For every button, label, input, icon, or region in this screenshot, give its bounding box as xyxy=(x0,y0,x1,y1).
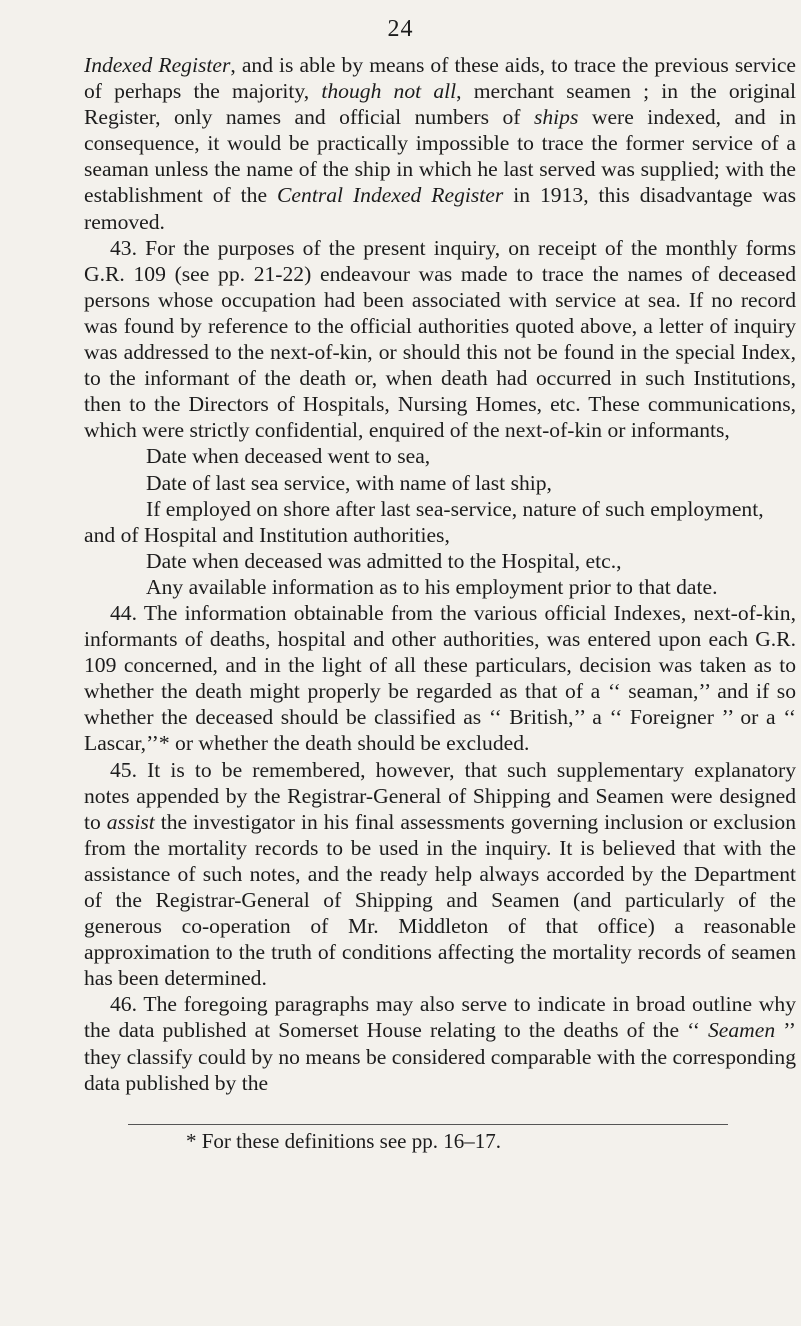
paragraph: 45. It is to be remembered, however, that such supplementary explanatory notes appended by the Registrar-General of Shipping and Seamen were designed to assist the investigator in his final assessments governing inclusion or exclusion from the mortality records to be used in the inquiry. It is believed that with the assistance of such notes, and the ready help always accorded by the Department of the Registrar-General of Shipping and Seamen (and particularly of the generous co-operation of Mr. Middleton of that office) a reasonable approximation to the truth of conditions affecting the mortality records of seamen has been determined. xyxy=(84,757,796,991)
list-item: Date of last sea service, with name of last ship, xyxy=(146,470,552,495)
list-item: Date when deceased went to sea, xyxy=(146,444,431,469)
page-number: 24 xyxy=(387,16,414,42)
footnote-divider xyxy=(128,1124,728,1125)
paragraph: 46. The foregoing paragraphs may also serve to indicate in broad outline why the data published at Somerset House relating to the deaths of the ‘‘ Seamen ’’ they classify could by no means be considered comparable with the corresponding data published by the xyxy=(84,992,797,1095)
footnote: * For these definitions see pp. 16–17. xyxy=(186,1129,501,1153)
list-item: Any available information as to his employment prior to that date. xyxy=(146,574,718,599)
paragraph: 43. For the purposes of the present inquiry, on receipt of the monthly forms G.R. 109 (see pp. 21-22) endeavour was made to trace the names of deceased persons whose occupation had been associated with service at sea. If no record was found by reference to the official authorities quoted above, a letter of inquiry was addressed to the next-of-kin, or should this not be found in the special Index, to the informant of the death or, when death had occurred in such Institutions, then to the Directors of Hospitals, Nursing Homes, etc. These communications, which were strictly confidential, enquired of the next-of-kin or informants, xyxy=(84,235,796,443)
paragraph: 44. The information obtainable from the various official Indexes, next-of-kin, informants of deaths, hospital and other authorities, was entered upon each G.R. 109 concerned, and in the light of all these particulars, decision was taken as to whether the death might properly be regarded as that of a ‘‘ seaman,’’ and if so whether the deceased should be classified as ‘‘ British,’’ a ‘‘ Foreigner ’’ or a ‘‘ Lascar,’’* or whether the death should be excluded. xyxy=(84,600,796,756)
list-item: If employed on shore after last sea-service, nature of such employment, xyxy=(146,496,764,521)
paragraph: and of Hospital and Institution authorities, xyxy=(84,522,450,547)
body-text xyxy=(84,52,796,1096)
list-item: Date when deceased was admitted to the Hospital, etc., xyxy=(146,548,622,573)
paragraph: Indexed Register, and is able by means of these aids, to trace the previous service of perhaps the majority, though not all, merchant seamen ; in the original Register, only names and official numbers of ships were indexed, and in consequence, it would be practically impossible to trace the former service of a seaman unless the name of the ship in which he last served was supplied; with the establishment of the Central Indexed Register in 1913, this disadvantage was removed. xyxy=(84,53,797,234)
